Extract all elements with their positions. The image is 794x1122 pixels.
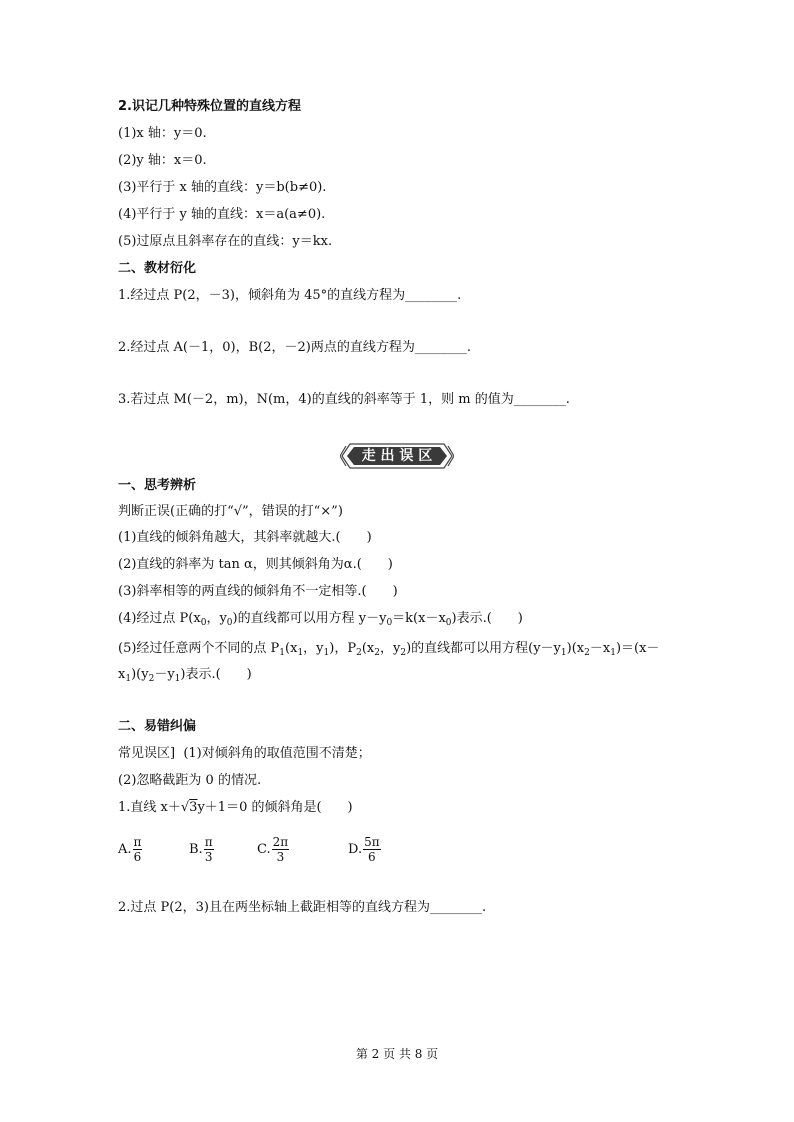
option-a: A. $\frac{\pi}{6}$ (118, 835, 142, 864)
question-textbook-1: 1.经过点 P(2，－3)，倾斜角为 45°的直线方程为________. (118, 288, 462, 303)
statement-5-line2: $x_1)(y_2-y_1)$表示.( ) (118, 667, 252, 684)
statement-2: (2)直线的斜率为 tan α，则其倾斜角为α.( ) (118, 557, 393, 572)
option-b: B. $\frac{\pi}{3}$ (189, 835, 213, 864)
statement-1: (1)直线的倾斜角越大，其斜率就越大.( ) (118, 530, 372, 545)
section-heading-errors: 二、易错纠偏 (118, 719, 197, 734)
question-textbook-3: 3.若过点 M(－2，m)，N(m，4)的直线的斜率等于 1，则 m 的值为________. (118, 392, 570, 407)
option-c: C. $\frac{2\pi}{3}$ (257, 835, 289, 864)
list-item-parallel-y: (4)平行于 y 轴的直线：x＝a(a≠0). (118, 207, 326, 222)
list-item-x-axis: (1)x 轴：y＝0. (118, 126, 207, 141)
statement-5-line1: (5)经过任意两个不同的点 $P_1(x_1$，$y_1$)，$P_2(x_2$，$y_2$)的直线都可以用方程$(y-y_1)(x_2-x_1)=(x-$ (118, 641, 660, 658)
page-footer: 第 2 页 共 8 页 (355, 1047, 439, 1061)
section-heading-think: 一、思考辨析 (118, 478, 197, 493)
common-errors-line1: 常见误区] (1)对倾斜角的取值范围不清楚； (118, 746, 371, 761)
common-errors-label: 常见误区] (118, 746, 176, 761)
statement-4: (4)经过点 $P(x_0$，$y_0$)的直线都可以用方程 $y-y_0=k(x-x_0)$表示.( ) (118, 611, 523, 628)
statement-3: (3)斜率相等的两直线的倾斜角不一定相等.( ) (118, 584, 398, 599)
banner-title: 走 出 误 区 (361, 448, 433, 464)
question-textbook-2: 2.经过点 A(－1，0)，B(2，－2)两点的直线方程为________. (118, 340, 471, 355)
section-heading-special-lines: 2.识记几种特殊位置的直线方程 (118, 99, 301, 114)
question-error-1: 1.直线 x＋√3y＋1＝0 的倾斜角是( ) (118, 800, 353, 815)
list-item-through-origin: (5)过原点且斜率存在的直线：y＝kx. (118, 234, 333, 249)
section-banner (340, 442, 454, 470)
judge-intro: 判断正误(正确的打“√”，错误的打“×”) (118, 504, 343, 519)
list-item-parallel-x: (3)平行于 x 轴的直线：y＝b(b≠0). (118, 180, 327, 195)
section-heading-textbook: 二、教材衍化 (118, 261, 197, 276)
option-d: D. $\frac{5\pi}{6}$ (348, 835, 380, 864)
list-item-y-axis: (2)y 轴：x＝0. (118, 153, 207, 168)
common-errors-line2: (2)忽略截距为 0 的情况. (118, 773, 262, 788)
question-error-2: 2.过点 P(2，3)且在两坐标轴上截距相等的直线方程为________. (118, 900, 487, 915)
